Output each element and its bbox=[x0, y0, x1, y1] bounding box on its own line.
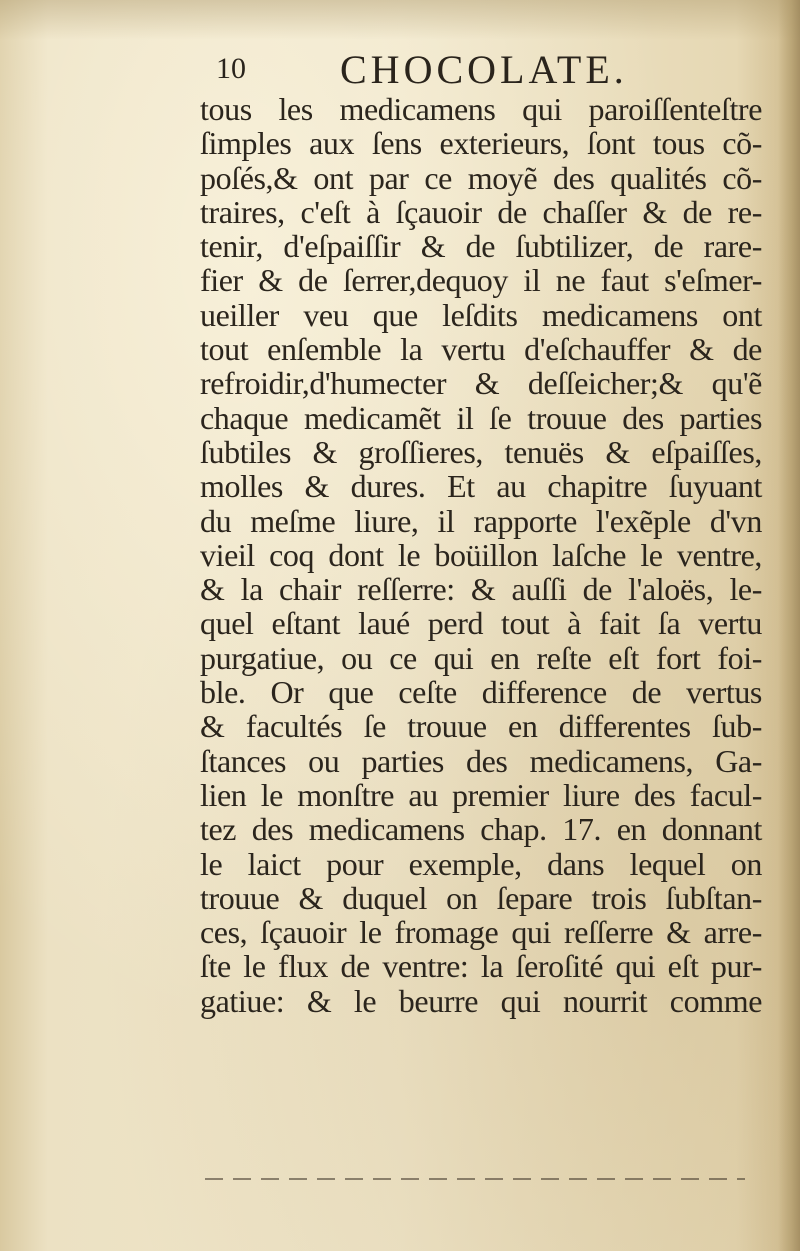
ink-underline-mark bbox=[205, 1178, 745, 1180]
page-number: 10 bbox=[216, 52, 246, 85]
text-line: chaque medicamẽt il ſe trouue des parties bbox=[200, 399, 762, 436]
text-line: molles & dures. Et au chapitre ſuyuant bbox=[200, 468, 762, 505]
text-line: ſimples aux ſens exterieurs, ſont tous cõ- bbox=[200, 125, 762, 162]
text-line: du meſme liure, il rapporte l'exẽple d'vn bbox=[200, 502, 762, 539]
text-line: poſés,& ont par ce moyẽ des qualités cõ- bbox=[200, 159, 762, 196]
text-line: tez des medicamens chap. 17. en donnant bbox=[200, 811, 762, 848]
text-line: ces, ſçauoir le fromage qui reſſerre & arre- bbox=[200, 914, 762, 951]
text-line: & facultés ſe trouue en differentes ſub- bbox=[200, 708, 762, 745]
text-line: ueiller veu que leſdits medicamens ont bbox=[200, 296, 762, 333]
text-line: fier & de ſerrer,dequoy il ne faut s'eſmer- bbox=[200, 262, 762, 299]
text-line: trouue & duquel on ſepare trois ſubſtan- bbox=[200, 879, 762, 916]
page-edge-shadow bbox=[778, 0, 800, 1251]
text-line: ſubtiles & groſſieres, tenuës & eſpaiſſes, bbox=[200, 433, 762, 470]
running-title: CHOCOLATE. bbox=[340, 47, 628, 92]
text-line: & la chair reſſerre: & auſſi de l'aloës, le- bbox=[200, 571, 762, 608]
text-line: tout enſemble la vertu d'eſchauffer & de bbox=[200, 331, 762, 368]
top-shadow bbox=[0, 0, 800, 40]
text-line: ſte le flux de ventre: la ſeroſité qui eſt pur- bbox=[200, 948, 762, 985]
text-line: ſtances ou parties des medicamens, Ga- bbox=[200, 742, 762, 779]
text-line: gatiue: & le beurre qui nourrit comme bbox=[200, 982, 762, 1019]
text-line: traires, c'eſt à ſçauoir de chaſſer & de re- bbox=[200, 193, 762, 230]
body-text bbox=[200, 92, 762, 1018]
text-line: vieil coq dont le boüillon laſche le ventre, bbox=[200, 536, 762, 573]
text-line: refroidir,d'humecter & deſſeicher;& qu'ẽ bbox=[200, 365, 762, 402]
text-line: tenir, d'eſpaiſſir & de ſubtilizer, de rare- bbox=[200, 228, 762, 265]
text-line: ble. Or que ceſte difference de vertus bbox=[200, 674, 762, 711]
text-line: purgatiue, ou ce qui en reſte eſt fort foi- bbox=[200, 639, 762, 676]
text-line: le laict pour exemple, dans lequel on bbox=[200, 845, 762, 882]
text-line: lien le monſtre au premier liure des facul- bbox=[200, 776, 762, 813]
text-line: quel eſtant laué perd tout à fait ſa vertu bbox=[200, 605, 762, 642]
page-header bbox=[0, 46, 800, 90]
text-line: tous les medicamens qui paroiſſenteſtre bbox=[200, 91, 762, 127]
